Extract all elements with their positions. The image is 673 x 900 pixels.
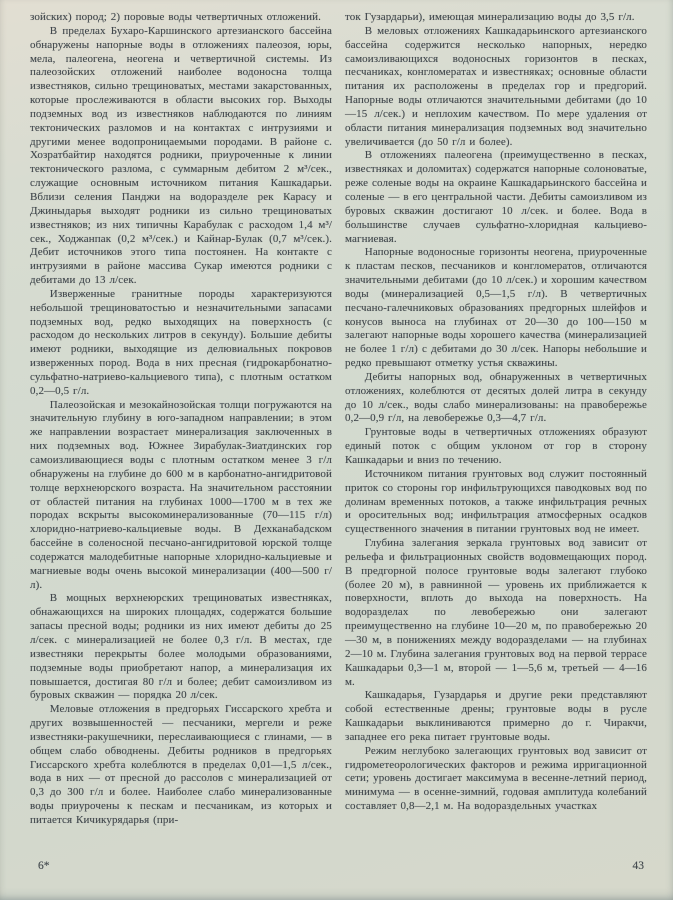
paragraph: Режим неглубоко залегающих грунтовых вод зависит от гидрометеорологических факторов и режима ирригационной сети; уровень достигает максимума в весенне-летний период, минимума — в осенне-зимний, годовая амплитуда колебаний составляет 0,8—2,1 м. На водораздельных участках	[345, 744, 647, 813]
text-column-left	[30, 11, 332, 828]
page-number: 43	[632, 860, 644, 872]
paragraph: Источником питания грунтовых вод служит постоянный приток со стороны гор инфильтрующихся паводковых вод по долинам временных потоков, а также инфильтрация речных и оросительных вод; инфильтрация атмосферных осадков существенного значения в питании грунтовых вод не имеет.	[345, 467, 647, 536]
paragraph: В мощных верхнеюрских трещиноватых известняках, обнажающихся на широких площадях, содержатся большие запасы пресной воды; родники из них имеют дебиты до 25 л/сек. с минерализацией не более 0,3 г/л. В местах, где известняки перекрыты более молодыми образованиями, подземные воды приобретают напор, а минерализация их повышается, достигая 80 г/л и более; дебит самоизливом из буровых скважин — порядка 20 л/сек.	[30, 592, 332, 702]
paragraph: ток Гузардарьи), имеющая минерализацию воды до 3,5 г/л.	[345, 11, 635, 23]
text-column-right	[345, 11, 647, 828]
paragraph: Грунтовые воды в четвертичных отложениях образуют единый поток с общим уклоном от гор в сторону Кашкадарьи и вниз по течению.	[345, 426, 647, 466]
signature-mark: 6*	[38, 860, 50, 872]
paragraph: В меловых отложениях Кашкадарьинского артезианского бассейна содержится несколько напорных, нередко самоизливающихся водоносных горизонтов в песках, песчаниках, конгломератах и известняках; основные области питания их расположены в пределах гор и предгорий. Напорные воды отличаются значительными дебитами (до 10—15 л/сек.) и неплохим качеством. По мере удаления от области питания минерализация подземных вод значительно увеличивается (до 50 г/л и более).	[345, 24, 647, 148]
paragraph: В отложениях палеогена (преимущественно в песках, известняках и доломитах) содержатся напорные солоноватые, реже соленые воды на окраине Кашкадарьинского бассейна и соленые — в его центральной части. Дебиты самоизливом из буровых скважин достигают 10 л/сек. и более. Вода в большинстве случаев сульфатно-хлоридная кальциево-магниевая.	[345, 149, 647, 245]
page-content	[30, 11, 646, 828]
paragraph: Напорные водоносные горизонты неогена, приуроченные к пластам песков, песчаников и конгломератов, отличаются значительными дебитами (до 10 л/сек.) и хорошим качеством воды (минерализацией 0,5—1,5 г/л). В четвертичных песчано-галечниковых образованиях предгорных шлейфов и конусов выноса на глубинах от 20—30 до 100—150 м залегают напорные воды хорошего качества (минерализацией не более 1 г/л) с дебитами до 30 л/сек. Напоры небольшие и редко превышают отметку устья скважины.	[345, 246, 647, 370]
paragraph: Палеозойская и мезокайнозойская толщи погружаются на значительную глубину в юго-западном направлении; в этом же направлении возрастает минерализация заключенных в них подземных вод. Южнее Зирабулак-Зиатдинских гор самоизливающиеся воды с плотным остатком менее 3 г/л обнаружены на глубине до 600 м в карбонатно-ангидритовой толще верхнеюрского возраста. На значительном расстоянии от областей питания на глубинах 1000—1700 м в тех же породах вскрыты высокоминерализованные (70—115 г/л) хлоридно-натриево-кальциевые воды. В Дехканабадском бассейне в соленосной песчано-ангидритовой юрской толще содержатся малодебитные напорные хлоридно-кальциевые и магниевые воды очень высокой минерализации (400—500 г/л).	[30, 398, 332, 591]
paragraph: Изверженные гранитные породы характеризуются небольшой трещиноватостью и незначительными запасами подземных вод, редко выходящих на поверхность (с расходом до нескольких литров в секунду). Большие дебиты имеют родники, выходящие из делювиальных покровов изверженных пород. Вода в них пресная (гидрокарбонатно-сульфатно-натриево-кальциевого типа), с плотным остатком 0,2—0,5 г/л.	[30, 287, 332, 397]
paragraph: Глубина залегания зеркала грунтовых вод зависит от рельефа и фильтрационных свойств водовмещающих пород. В предгорной полосе грунтовые воды залегают глубоко (более 20 м), в равнинной — уровень их приближается к поверхности, вплоть до выхода на поверхность. На водоразделах по левобережью они залегают преимущественно на глубине 10—20 м, по правобережью 20—30 м, в понижениях между водоразделами — на глубинах 2—10 м. Глубина залегания грунтовых вод на первой террасе Кашкадарьи 0,3—1 м, второй — 1—5,6 м, третьей — 4—16 м.	[345, 537, 647, 688]
paragraph: Кашкадарья, Гузардарья и другие реки представляют собой естественные дрены; грунтовые воды в русле Кашкадарьи выклиниваются примерно до г. Чиракчи, западнее его река питает грунтовые воды.	[345, 689, 647, 743]
paragraph: Дебиты напорных вод, обнаруженных в четвертичных отложениях, колеблются от десятых долей литра в секунду до 10 л/сек., воды слабо минерализованы: на правобережье 0,2—0,9 г/л, на левобережье 0,3—4,7 г/л.	[345, 370, 647, 425]
page-footer	[30, 860, 646, 872]
paragraph: зойских) пород; 2) поровые воды четвертичных отложений.	[30, 11, 321, 23]
paragraph: В пределах Бухаро-Каршинского артезианского бассейна обнаружены напорные воды в отложениях палеозоя, юры, мела, палеогена, неогена и четвертичной системы. Из палеозойских отложений наиболее водоносна толща известняков, сильно трещиноватых, местами закарстованных, которые прослеживаются в области высоких гор. Выходы подземных вод из известняков наблюдаются по линиям тектонических разломов и на контактах с интрузиями и другими менее водопроницаемыми породами. В районе с. Хозратбайтир находятся родники, приуроченные к линии тектонического разлома, с суммарным дебитом 2 м³/сек., служащие основным источником питания Кашкадарьи. Вблизи селения Панджи на водоразделе рек Карасу и Джиныдарья выходят родники из сильно трещиноватых известняков; из них типичны Карабулак с расходом 1,4 м³/сек., Ходжанпак (0,2 м³/сек.) и Кайнар-Булак (0,7 м³/сек.). Дебит источников этого типа постоянен. На контакте с интрузиями в районе массива Сукар имеются родники с дебитами до 13 л/сек.	[30, 24, 332, 287]
paragraph: Меловые отложения в предгорьях Гиссарского хребта и других возвышенностей — песчаники, мергели и реже известняки-ракушечники, переслаивающиеся с глинами, — в общем слабо обводнены. Дебиты родников в предгорьях Гиссарского хребта колеблются в пределах 0,01—1,5 л/сек., вода в них — от пресной до рассолов с минерализацией от 0,3 до 300 г/л и более. Наиболее слабо минерализованные воды приурочены к пескам и песчаникам, из которых и питается Кичикурядарья (при-	[30, 703, 332, 826]
